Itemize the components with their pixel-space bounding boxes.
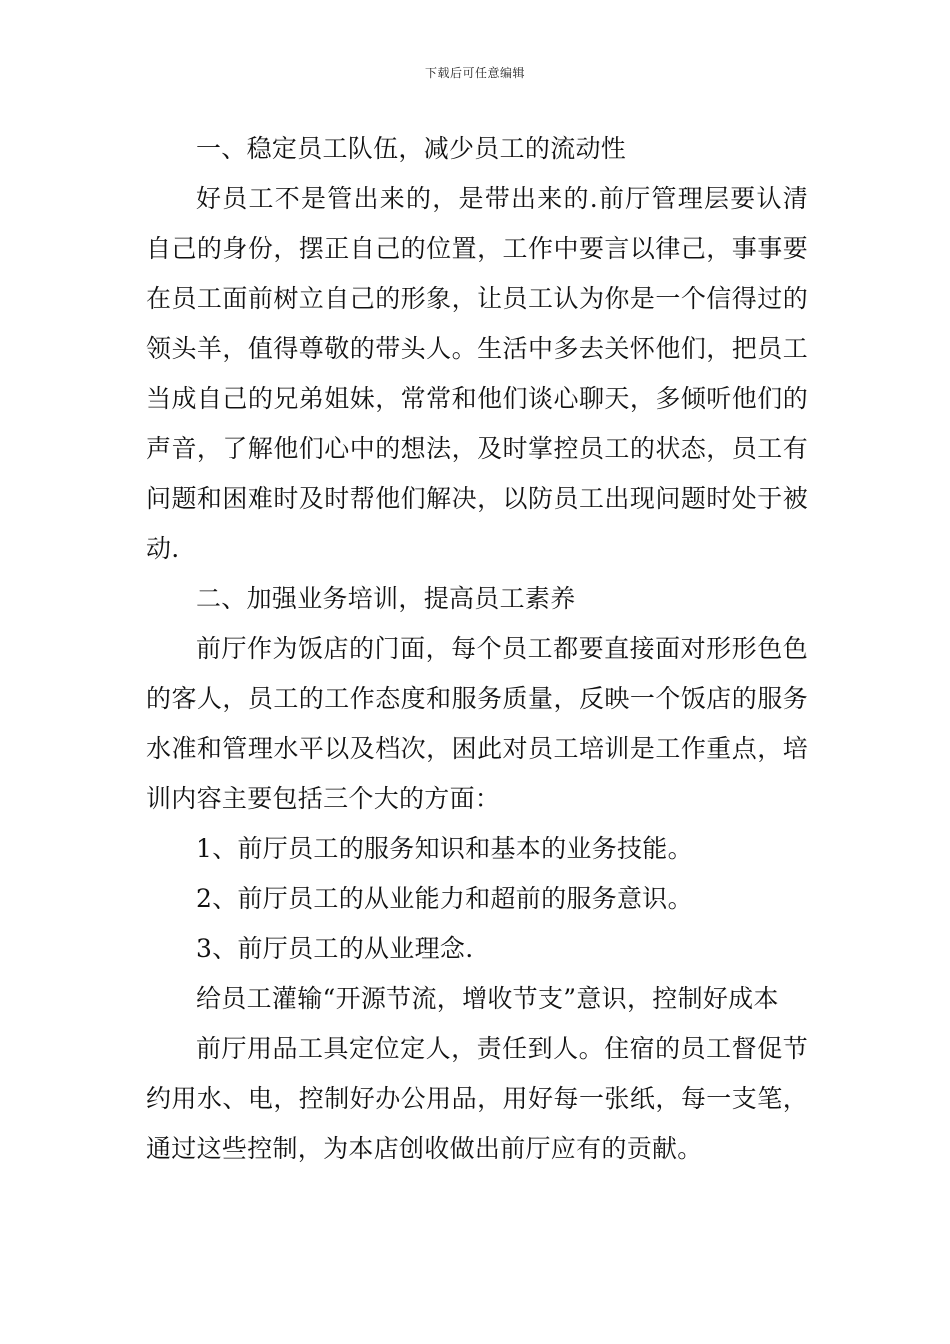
paragraph-cost-control: 给员工灌输“开源节流，增收节支”意识，控制好成本	[196, 984, 779, 1013]
list-item-3: 3、前厅员工的从业理念.	[196, 934, 474, 963]
section-heading-2: 二、加强业务培训，提高员工素养	[196, 584, 576, 613]
section-heading-1: 一、稳定员工队伍，减少员工的流动性	[196, 134, 627, 163]
list-item-1: 1、前厅员工的服务知识和基本的业务技能。	[196, 834, 693, 863]
page-header-note: 下载后可任意编辑	[424, 66, 525, 80]
paragraph-training-intro: 前厅作为饭店的门面，每个员工都要直接面对形形色色的客人，员工的工作态度和服务质量，反映一个饭店的服务水准和管理水平以及档次，困此对员工培训是工作重点，培训内容主要包括三个大的方面：	[146, 634, 808, 813]
document-body	[146, 124, 808, 1174]
paragraph-supplies: 前厅用品工具定位定人，责任到人。住宿的员工督促节约用水、电，控制好办公用品，用好每一张纸，每一支笔，通过这些控制，为本店创收做出前厅应有的贡献。	[146, 1034, 808, 1163]
paragraph-staff-stability: 好员工不是管出来的，是带出来的.前厅管理层要认清自己的身份，摆正自己的位置，工作中要言以律己，事事要在员工面前树立自己的形象，让员工认为你是一个信得过的领头羊，值得尊敬的带头人。生活中多去关怀他们，把员工当成自己的兄弟姐妹，常常和他们谈心聊天，多倾听他们的声音，了解他们心中的想法，及时掌控员工的状态，员工有问题和困难时及时帮他们解决，以防员工出现问题时处于被动.	[146, 184, 808, 563]
list-item-2: 2、前厅员工的从业能力和超前的服务意识。	[196, 884, 693, 913]
